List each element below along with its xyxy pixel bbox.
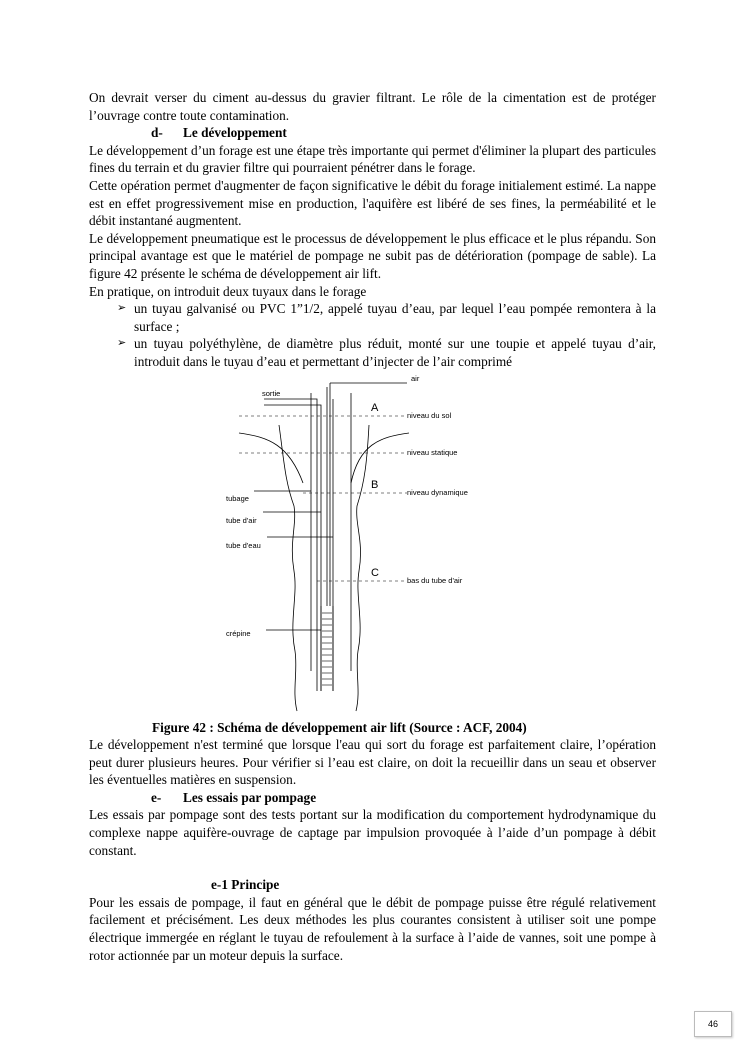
label-niveau-sol: niveau du sol	[407, 410, 452, 420]
heading-title: Les essais par pompage	[183, 789, 317, 805]
ground-wall-left	[279, 425, 297, 711]
section-heading-e1: e-1 Principe	[211, 877, 280, 893]
label-niveau-statique: niveau statique	[407, 447, 458, 457]
heading-number: e-	[151, 789, 162, 805]
label-tube-eau: tube d'eau	[226, 540, 261, 550]
air-lift-diagram	[89, 371, 656, 719]
paragraph: Le développement pneumatique est le processus de développement le plus efficace et le plus répandu. Son principal avantage est que le matériel de pompage ne subit pas de détérioration (pompage de sable). La figure 42 présente le schéma de développement air lift.	[89, 230, 656, 281]
paragraph: Les essais par pompage sont des tests portant sur la modification du comportement hydrodynamique du complexe nappe aquifère-ouvrage de captage par impulsion provoquée à l’aide d’un pompage à débit constant.	[89, 807, 656, 858]
cone-right	[351, 433, 409, 483]
water-pipe-left	[264, 399, 317, 691]
paragraph: En pratique, on introduit deux tuyaux dans le forage	[89, 283, 367, 299]
label-crepine: crépine	[226, 628, 251, 638]
label-niveau-dynamique: niveau dynamique	[407, 487, 468, 497]
label-C: C	[371, 566, 379, 579]
paragraph: Le développement d’un forage est une étape très importante qui permet d'éliminer la plupart des particules fines du terrain et du gravier filtre qui pourraient pénétrer dans le forage.	[89, 142, 656, 176]
label-air: air	[411, 373, 420, 383]
label-tubage: tubage	[226, 493, 249, 503]
page-body	[89, 89, 656, 964]
ground-wall-right	[356, 425, 369, 711]
paragraph: Le développement n'est terminé que lorsque l'eau qui sort du forage est parfaitement claire, l’opération peut durer plusieurs heures. Pour vérifier si l’eau est claire, on doit la recueillir dans un seau et observer les éventuelles matières en suspension.	[89, 737, 656, 788]
list-item	[117, 300, 656, 335]
list-item-text: un tuyau polyéthylène, de diamètre plus réduit, monté sur une toupie et appelé tuyau d’air, introduit dans le tuyau d’eau et permettant d’injecter de l’air comprimé	[134, 336, 656, 369]
arrow-bullet-icon: ➢	[117, 337, 127, 350]
paragraph: Pour les essais de pompage, il faut en général que le débit de pompage puisse être régulé relativement facilement et précisément. Les deux méthodes les plus courantes consistent à utiliser soit une pompe électrique immergée en réglant le tuyau de refoulement à la surface à l’aide de vannes, soit une pompe à rotor actionnée par un moteur depuis la surface.	[89, 894, 656, 963]
list-item	[117, 335, 656, 370]
heading-title: Le développement	[183, 125, 287, 141]
list-item-text: un tuyau galvanisé ou PVC 1”1/2, appelé tuyau d’eau, par lequel l’eau pompée remontera à la surface ;	[134, 301, 656, 334]
section-heading-d	[89, 124, 656, 142]
label-A: A	[371, 401, 379, 414]
label-sortie: sortie	[262, 388, 281, 398]
figure-caption: Figure 42 : Schéma de développement air lift (Source : ACF, 2004)	[152, 719, 527, 735]
paragraph: On devrait verser du ciment au-dessus du gravier filtrant. Le rôle de la cimentation est de protéger l’ouvrage contre toute contamination.	[89, 90, 656, 123]
paragraph: Cette opération permet d'augmenter de façon significative le débit du forage initialement estimé. La nappe est en effet progressivement mise en production, l'aquifère est libéré de ses fines, la perméabilité et le débit instantané augmentent.	[89, 177, 656, 229]
screen-slots	[322, 613, 332, 685]
air-lift-diagram-svg	[89, 371, 656, 719]
heading-number: d-	[151, 125, 163, 141]
section-heading-e	[89, 789, 656, 807]
cone-left	[239, 433, 303, 483]
label-bas-tube-air: bas du tube d'air	[407, 575, 463, 585]
label-B: B	[371, 478, 379, 491]
arrow-bullet-icon: ➢	[117, 302, 127, 315]
label-tube-air: tube d'air	[226, 515, 257, 525]
bullet-list	[89, 300, 656, 370]
page-number: 46	[694, 1011, 732, 1037]
